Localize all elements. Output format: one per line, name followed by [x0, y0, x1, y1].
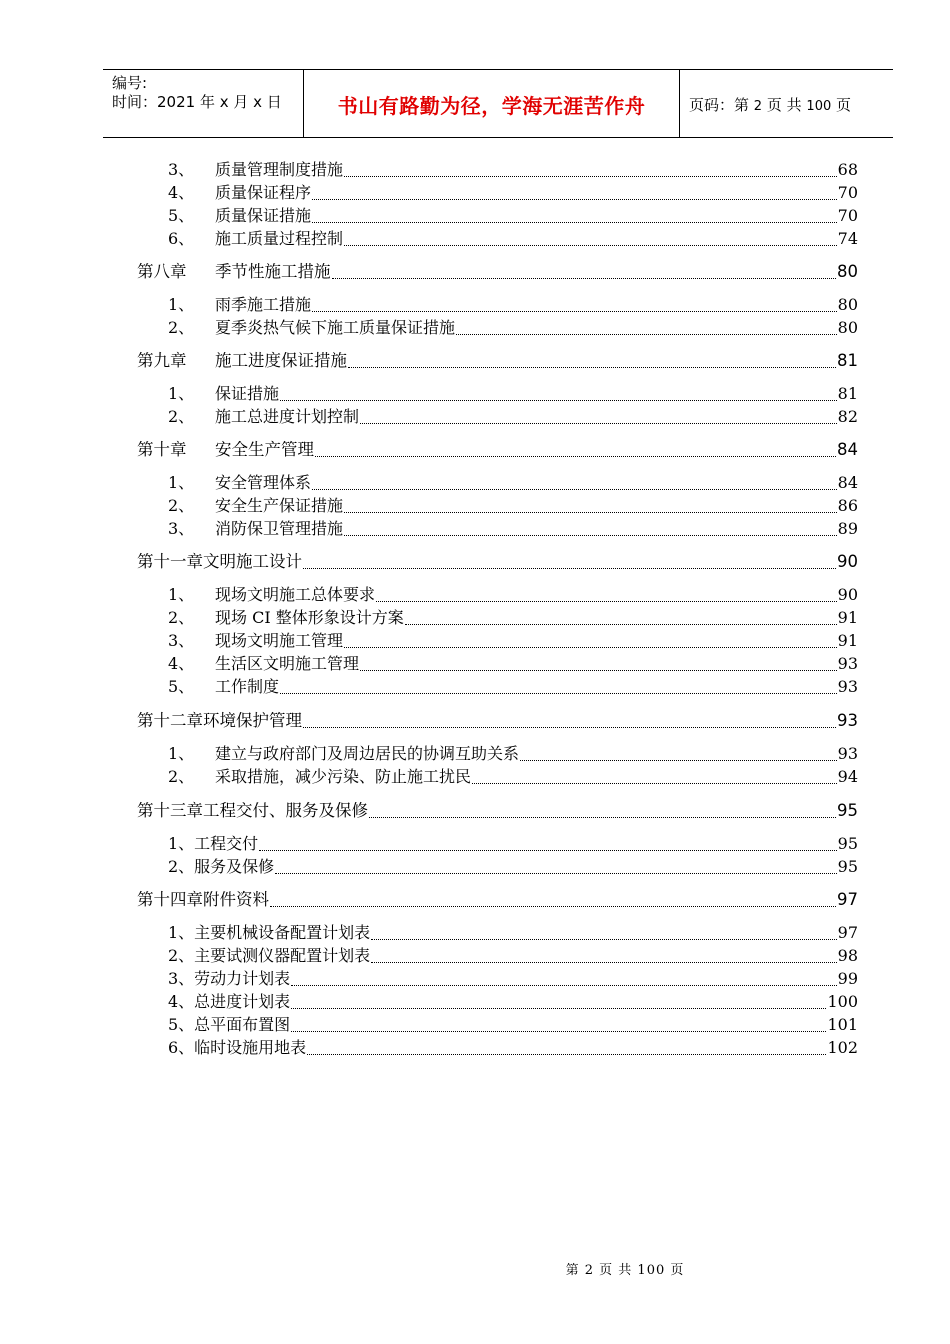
toc-entry[interactable]	[0, 857, 950, 877]
toc-entry-number: 1、	[168, 473, 195, 492]
toc-page-number: 84	[837, 440, 858, 459]
toc-entry-title: 采取措施，减少污染、防止施工扰民	[215, 767, 472, 786]
toc-entry-label	[168, 834, 259, 854]
toc-entry-label	[168, 1038, 307, 1058]
toc-entry[interactable]	[0, 677, 950, 697]
toc-entry-title: 5、总平面布置图	[168, 1015, 291, 1034]
footer-page-number: 第 2 页 共 100 页	[565, 1263, 685, 1278]
toc-page-number: 81	[837, 351, 858, 370]
toc-page-number: 86	[837, 496, 858, 515]
toc-dot-leader	[360, 670, 837, 671]
toc-entry-number: 2、	[168, 407, 195, 426]
header-motto-cell	[303, 70, 680, 137]
header-page-code	[689, 94, 851, 115]
toc-dot-leader	[312, 311, 837, 312]
toc-dot-leader	[312, 199, 837, 200]
toc-dot-leader	[259, 850, 837, 851]
toc-page-number: 84	[837, 473, 858, 492]
toc-dot-leader	[270, 906, 836, 907]
toc-entry-title: 4、总进度计划表	[168, 992, 291, 1011]
toc-entry-label	[168, 585, 376, 605]
toc-dot-leader	[376, 601, 837, 602]
toc-entry-number: 3、	[168, 160, 195, 179]
toc-entry-title: 安全管理体系	[215, 473, 312, 492]
toc-entry-label	[168, 923, 371, 943]
document-number-label: 编号:	[112, 74, 148, 92]
header-page-cell	[679, 70, 893, 137]
toc-entry-label	[137, 890, 270, 910]
toc-page-number: 102	[827, 1038, 858, 1057]
toc-entry-label	[168, 631, 344, 651]
toc-entry[interactable]	[0, 496, 950, 516]
toc-entry-label	[168, 946, 371, 966]
toc-entry-label	[137, 711, 303, 731]
toc-entry[interactable]	[0, 473, 950, 493]
toc-dot-leader	[456, 334, 837, 335]
toc-chapter-number: 第九章	[137, 351, 187, 370]
toc-entry-label	[168, 496, 344, 516]
toc-dot-leader	[280, 400, 837, 401]
toc-entry[interactable]	[0, 206, 950, 226]
page-footer	[0, 1259, 950, 1278]
toc-entry-label	[168, 767, 472, 787]
toc-page-number: 95	[837, 857, 858, 876]
page-code-current: 2	[753, 99, 763, 114]
toc-entry[interactable]	[0, 407, 950, 427]
toc-entry-number: 4、	[168, 183, 195, 202]
toc-page-number: 80	[837, 295, 858, 314]
toc-page-number: 90	[837, 585, 858, 604]
toc-page-number: 93	[837, 677, 858, 696]
toc-dot-leader	[315, 456, 836, 457]
toc-page-number: 82	[837, 407, 858, 426]
toc-entry-number: 2、	[168, 496, 195, 515]
toc-entry-title: 质量保证措施	[215, 206, 312, 225]
toc-entry-title: 雨季施工措施	[215, 295, 312, 314]
toc-entry[interactable]	[0, 608, 950, 628]
toc-entry-number: 2、	[168, 318, 195, 337]
toc-page-number: 95	[837, 801, 858, 820]
page-header	[103, 69, 893, 138]
toc-page-number: 98	[837, 946, 858, 965]
toc-dot-leader	[344, 647, 837, 648]
toc-dot-leader	[303, 727, 836, 728]
toc-entry-label	[168, 608, 405, 628]
toc-entry-number: 5、	[168, 206, 195, 225]
toc-chapter-number: 第十章	[137, 440, 187, 459]
toc-dot-leader	[291, 1008, 826, 1009]
page-code-mid: 页 共	[766, 96, 802, 114]
toc-page-number: 80	[837, 318, 858, 337]
toc-page-number: 100	[827, 992, 858, 1011]
toc-entry[interactable]	[0, 160, 950, 180]
toc-entry[interactable]	[0, 585, 950, 605]
toc-chapter-number: 第八章	[137, 262, 187, 281]
toc-entry-label	[168, 744, 520, 764]
toc-entry-number: 2、	[168, 767, 195, 786]
toc-chapter-entry[interactable]	[0, 890, 950, 910]
toc-entry-number: 3、	[168, 519, 195, 538]
toc-entry-title: 第十三章工程交付、服务及保修	[137, 801, 368, 820]
toc-dot-leader	[405, 624, 837, 625]
toc-dot-leader	[360, 423, 837, 424]
toc-dot-leader	[344, 535, 837, 536]
toc-entry-label	[168, 206, 312, 226]
toc-page-number: 70	[837, 183, 858, 202]
toc-chapter-entry[interactable]	[0, 440, 950, 460]
toc-entry-label	[168, 473, 312, 493]
toc-dot-leader	[275, 873, 837, 874]
toc-entry-title: 2、服务及保修	[168, 857, 275, 876]
toc-entry-number: 1、	[168, 295, 195, 314]
toc-entry-title: 施工进度保证措施	[215, 351, 347, 370]
page-code-suffix: 页	[836, 96, 852, 114]
toc-chapter-entry[interactable]	[0, 552, 950, 572]
toc-dot-leader	[348, 367, 836, 368]
toc-entry-label	[168, 992, 291, 1012]
toc-entry[interactable]	[0, 834, 950, 854]
toc-dot-leader	[312, 489, 837, 490]
toc-entry[interactable]	[0, 923, 950, 943]
toc-entry-label	[168, 183, 312, 203]
toc-entry-label	[137, 262, 332, 282]
toc-page-number: 97	[837, 890, 858, 909]
toc-page-number: 74	[837, 229, 858, 248]
toc-dot-leader	[303, 568, 836, 569]
toc-page-number: 70	[837, 206, 858, 225]
toc-entry-title: 施工质量过程控制	[215, 229, 344, 248]
toc-chapter-entry[interactable]	[0, 351, 950, 371]
toc-page-number: 89	[837, 519, 858, 538]
toc-entry-number: 5、	[168, 677, 195, 696]
toc-page-number: 90	[837, 552, 858, 571]
toc-entry-label	[137, 351, 348, 371]
toc-entry-label	[137, 801, 369, 821]
toc-entry-title: 季节性施工措施	[215, 262, 331, 281]
toc-page-number: 93	[837, 654, 858, 673]
toc-dot-leader	[307, 1054, 826, 1055]
toc-entry-number: 6、	[168, 229, 195, 248]
toc-entry-number: 1、	[168, 744, 195, 763]
toc-entry-label	[168, 654, 360, 674]
toc-entry-label	[168, 519, 344, 539]
toc-dot-leader	[291, 1031, 826, 1032]
toc-entry[interactable]	[0, 992, 950, 1012]
toc-page-number: 91	[837, 631, 858, 650]
toc-entry-title: 第十一章文明施工设计	[137, 552, 302, 571]
toc-page-number: 95	[837, 834, 858, 853]
toc-entry-title: 6、临时设施用地表	[168, 1038, 307, 1057]
toc-entry-title: 现场 CI 整体形象设计方案	[215, 608, 404, 627]
toc-dot-leader	[312, 222, 837, 223]
toc-entry-title: 安全生产保证措施	[215, 496, 344, 515]
toc-entry[interactable]	[0, 946, 950, 966]
toc-entry-label	[168, 160, 344, 180]
toc-dot-leader	[291, 985, 837, 986]
toc-entry-number: 1、	[168, 384, 195, 403]
toc-entry-title: 施工总进度计划控制	[215, 407, 360, 426]
toc-entry-label	[168, 1015, 291, 1035]
toc-chapter-entry[interactable]	[0, 262, 950, 282]
toc-dot-leader	[371, 962, 837, 963]
toc-entry-label	[168, 295, 312, 315]
toc-page-number: 80	[837, 262, 858, 281]
toc-entry-label	[168, 384, 280, 404]
toc-entry[interactable]	[0, 654, 950, 674]
toc-entry-label	[137, 440, 315, 460]
toc-entry-title: 1、工程交付	[168, 834, 259, 853]
header-motto: 书山有路勤为径，学海无涯苦作舟	[337, 94, 646, 118]
toc-entry-number: 4、	[168, 654, 195, 673]
toc-dot-leader	[472, 783, 837, 784]
toc-entry-title: 生活区文明施工管理	[215, 654, 360, 673]
toc-entry-title: 1、主要机械设备配置计划表	[168, 923, 371, 942]
toc-entry[interactable]	[0, 229, 950, 249]
toc-entry-label	[168, 677, 280, 697]
toc-dot-leader	[371, 939, 837, 940]
toc-entry-title: 消防保卫管理措施	[215, 519, 344, 538]
toc-page-number: 93	[837, 744, 858, 763]
toc-entry-number: 2、	[168, 608, 195, 627]
page-code-total: 100	[806, 99, 832, 114]
toc-entry[interactable]	[0, 1015, 950, 1035]
toc-page-number: 94	[837, 767, 858, 786]
toc-dot-leader	[520, 760, 837, 761]
toc-entry-title: 质量管理制度措施	[215, 160, 344, 179]
document-time-label: 时间：2021 年 x 月 x 日	[112, 93, 282, 111]
toc-chapter-entry[interactable]	[0, 801, 950, 821]
toc-page-number: 99	[837, 969, 858, 988]
toc-entry[interactable]	[0, 631, 950, 651]
toc-entry-title: 安全生产管理	[215, 440, 314, 459]
toc-entry-title: 2、主要试测仪器配置计划表	[168, 946, 371, 965]
toc-entry-label	[168, 229, 344, 249]
toc-entry[interactable]	[0, 295, 950, 315]
toc-dot-leader	[332, 278, 836, 279]
toc-entry-title: 第十二章环境保护管理	[137, 711, 302, 730]
toc-entry-title: 夏季炎热气候下施工质量保证措施	[215, 318, 456, 337]
toc-entry[interactable]	[0, 969, 950, 989]
toc-entry-title: 3、劳动力计划表	[168, 969, 291, 988]
toc-page-number: 68	[837, 160, 858, 179]
toc-entry[interactable]	[0, 1038, 950, 1058]
toc-entry-title: 工作制度	[215, 677, 280, 696]
toc-entry-title: 质量保证程序	[215, 183, 312, 202]
toc-dot-leader	[344, 245, 837, 246]
toc-entry[interactable]	[0, 183, 950, 203]
toc-entry[interactable]	[0, 384, 950, 404]
toc-entry-label	[137, 552, 303, 572]
toc-entry-label	[168, 857, 275, 877]
toc-entry-title: 现场文明施工总体要求	[215, 585, 376, 604]
toc-entry-label	[168, 318, 456, 338]
page-code-prefix: 页码：第	[689, 96, 750, 114]
header-meta-cell	[103, 70, 303, 137]
toc-entry-label	[168, 407, 360, 427]
toc-entry[interactable]	[0, 767, 950, 787]
toc-dot-leader	[280, 693, 837, 694]
toc-dot-leader	[369, 817, 836, 818]
toc-page-number: 97	[837, 923, 858, 942]
toc-page-number: 93	[837, 711, 858, 730]
toc-page-number: 91	[837, 608, 858, 627]
toc-entry-title: 现场文明施工管理	[215, 631, 344, 650]
toc-chapter-entry[interactable]	[0, 711, 950, 731]
toc-entry-number: 3、	[168, 631, 195, 650]
toc-dot-leader	[344, 176, 837, 177]
toc-entry[interactable]	[0, 519, 950, 539]
toc-page-number: 81	[837, 384, 858, 403]
toc-entry-number: 1、	[168, 585, 195, 604]
toc-entry-title: 建立与政府部门及周边居民的协调互助关系	[215, 744, 520, 763]
toc-entry-title: 第十四章附件资料	[137, 890, 269, 909]
toc-dot-leader	[344, 512, 837, 513]
toc-entry-title: 保证措施	[215, 384, 280, 403]
toc-entry-label	[168, 969, 291, 989]
toc-entry[interactable]	[0, 318, 950, 338]
toc-page-number: 101	[827, 1015, 858, 1034]
toc-entry[interactable]	[0, 744, 950, 764]
